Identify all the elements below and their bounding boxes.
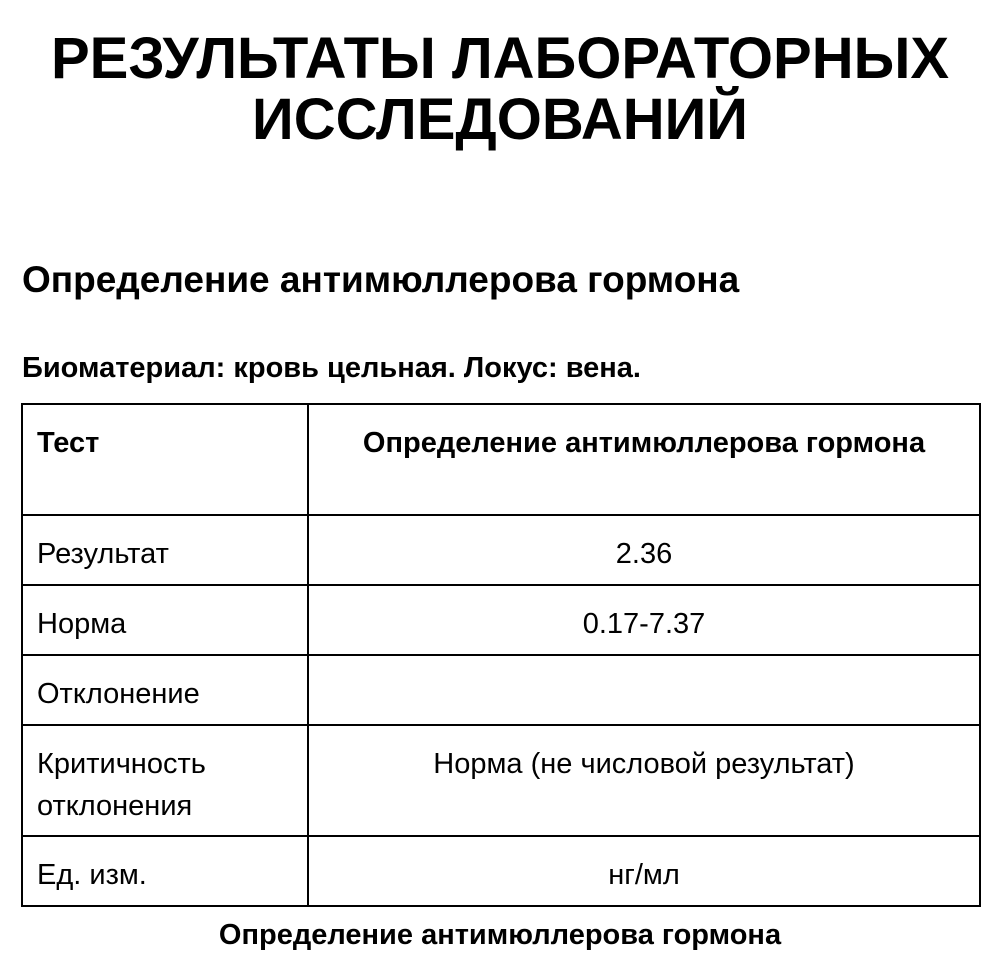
header-value-cell: Определение антимюллерова гормона — [308, 404, 980, 515]
results-table — [21, 403, 981, 907]
test-subtitle: Определение антимюллерова гормона — [22, 259, 740, 300]
row-value-cell — [308, 655, 980, 725]
table-caption: Определение антимюллерова гормона — [218, 919, 782, 951]
table-row-norm — [22, 585, 980, 655]
table-row-units — [22, 836, 980, 906]
row-value-cell: 0.17-7.37 — [308, 585, 980, 655]
row-label-cell: Результат — [22, 515, 308, 585]
row-label-cell: Критичность отклонения — [22, 725, 308, 836]
page-title: РЕЗУЛЬТАТЫ ЛАБОРАТОРНЫХ ИССЛЕДОВАНИЙ — [50, 26, 950, 152]
biomaterial-line: Биоматериал: кровь цельная. Локус: вена. — [22, 352, 641, 384]
table-row-result — [22, 515, 980, 585]
table-header-row — [22, 404, 980, 515]
row-label-cell: Ед. изм. — [22, 836, 308, 906]
table-row-criticality — [22, 725, 980, 836]
header-label-cell: Тест — [22, 404, 308, 515]
row-value-cell: 2.36 — [308, 515, 980, 585]
table-row-deviation — [22, 655, 980, 725]
row-label-cell: Отклонение — [22, 655, 308, 725]
row-value-cell: Норма (не числовой результат) — [308, 725, 980, 836]
row-label-cell: Норма — [22, 585, 308, 655]
row-value-cell: нг/мл — [308, 836, 980, 906]
